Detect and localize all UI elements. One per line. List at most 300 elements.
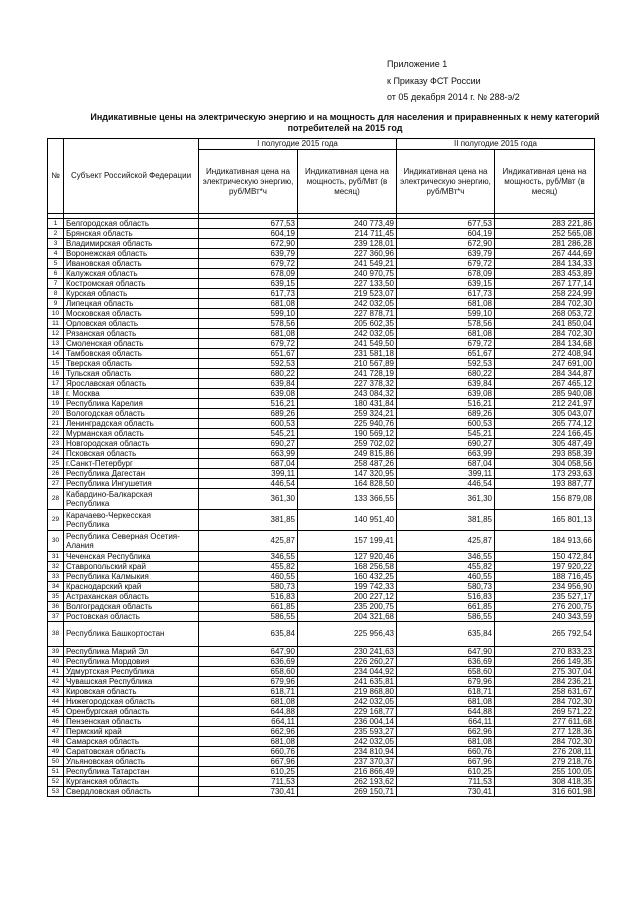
- power-price-h1: 242 032,05: [298, 737, 397, 747]
- row-number: 34: [48, 582, 64, 592]
- power-price-h1: 127 920,46: [298, 552, 397, 562]
- power-price-h2: 165 801,13: [495, 510, 595, 531]
- row-number: 21: [48, 419, 64, 429]
- row-number: 20: [48, 409, 64, 419]
- power-price-h1: 219 523,07: [298, 289, 397, 299]
- energy-price-h2: 663,99: [397, 449, 495, 459]
- power-price-h2: 284 702,30: [495, 299, 595, 309]
- table-row: [48, 479, 595, 489]
- power-price-h2: 305 487,49: [495, 439, 595, 449]
- energy-price-h1: 711,53: [199, 777, 298, 787]
- region-name: Владимирская область: [64, 239, 199, 249]
- table-row: [48, 622, 595, 647]
- region-name: Белгородская область: [64, 219, 199, 229]
- region-name: Пензенская область: [64, 717, 199, 727]
- energy-price-h1: 446,54: [199, 479, 298, 489]
- energy-price-h2: 660,76: [397, 747, 495, 757]
- energy-price-h1: 425,87: [199, 531, 298, 552]
- energy-price-h1: 677,53: [199, 219, 298, 229]
- region-name: Брянская область: [64, 229, 199, 239]
- energy-price-h1: 361,30: [199, 489, 298, 510]
- row-number: 3: [48, 239, 64, 249]
- energy-price-h2: 425,87: [397, 531, 495, 552]
- power-price-h1: 242 032,05: [298, 329, 397, 339]
- power-price-h1: 243 084,32: [298, 389, 397, 399]
- row-number: 27: [48, 479, 64, 489]
- power-price-h2: 284 702,30: [495, 697, 595, 707]
- row-number: 36: [48, 602, 64, 612]
- energy-price-h1: 592,53: [199, 359, 298, 369]
- region-name: Чеченская Республика: [64, 552, 199, 562]
- region-name: Липецкая область: [64, 299, 199, 309]
- energy-price-h2: 610,25: [397, 767, 495, 777]
- energy-price-h1: 672,90: [199, 239, 298, 249]
- power-price-h2: 284 134,68: [495, 339, 595, 349]
- table-row: [48, 727, 595, 737]
- power-price-h2: 276 200,75: [495, 602, 595, 612]
- power-price-h2: 279 218,76: [495, 757, 595, 767]
- power-price-h2: 284 702,30: [495, 737, 595, 747]
- region-name: Воронежская область: [64, 249, 199, 259]
- row-number: 47: [48, 727, 64, 737]
- table-row: [48, 757, 595, 767]
- power-price-h1: 180 431,84: [298, 399, 397, 409]
- power-price-h2: 173 293,63: [495, 469, 595, 479]
- power-price-h1: 235 593,27: [298, 727, 397, 737]
- document-title-line-1: Индикативные цены на электрическую энергию и на мощность для населения и приравненных к нему категорий: [90, 112, 600, 122]
- energy-price-h1: 681,08: [199, 299, 298, 309]
- power-price-h1: 249 815,86: [298, 449, 397, 459]
- energy-price-h2: 578,56: [397, 319, 495, 329]
- row-number: 51: [48, 767, 64, 777]
- power-price-h2: 272 408,94: [495, 349, 595, 359]
- row-number: 35: [48, 592, 64, 602]
- power-price-h2: 241 850,04: [495, 319, 595, 329]
- power-price-h2: 284 702,30: [495, 329, 595, 339]
- power-price-h1: 214 711,45: [298, 229, 397, 239]
- energy-price-h2: 446,54: [397, 479, 495, 489]
- energy-price-h1: 667,96: [199, 757, 298, 767]
- energy-price-h1: 687,04: [199, 459, 298, 469]
- energy-price-h2: 658,60: [397, 667, 495, 677]
- power-price-h1: 210 567,89: [298, 359, 397, 369]
- region-name: Вологодская область: [64, 409, 199, 419]
- power-price-h2: 258 631,67: [495, 687, 595, 697]
- power-price-h1: 147 320,95: [298, 469, 397, 479]
- power-price-h1: 234 810,94: [298, 747, 397, 757]
- row-number: 6: [48, 269, 64, 279]
- power-price-h2: 270 833,23: [495, 647, 595, 657]
- power-price-h2: 269 571,22: [495, 707, 595, 717]
- energy-price-h2: 680,22: [397, 369, 495, 379]
- energy-price-h2: 639,15: [397, 279, 495, 289]
- energy-price-h2: 580,73: [397, 582, 495, 592]
- energy-price-h2: 399,11: [397, 469, 495, 479]
- power-price-h1: 140 951,40: [298, 510, 397, 531]
- row-number: 19: [48, 399, 64, 409]
- energy-price-h2: 617,73: [397, 289, 495, 299]
- region-name: Республика Башкортостан: [64, 622, 199, 647]
- power-price-h1: 262 193,62: [298, 777, 397, 787]
- document-title: [40, 112, 640, 134]
- energy-price-h2: 455,82: [397, 562, 495, 572]
- energy-price-h2: 516,83: [397, 592, 495, 602]
- table-row: [48, 602, 595, 612]
- energy-price-h1: 460,55: [199, 572, 298, 582]
- table-row: [48, 419, 595, 429]
- row-number: 39: [48, 647, 64, 657]
- energy-price-h1: 636,69: [199, 657, 298, 667]
- table-row: [48, 249, 595, 259]
- energy-price-h2: 651,67: [397, 349, 495, 359]
- power-price-h2: 283 221,86: [495, 219, 595, 229]
- appendix-line-2: к Приказу ФСТ России: [387, 75, 481, 86]
- table-row: [48, 510, 595, 531]
- row-number: 18: [48, 389, 64, 399]
- energy-price-h2: 679,72: [397, 259, 495, 269]
- energy-price-h2: 662,96: [397, 727, 495, 737]
- energy-price-h1: 679,96: [199, 677, 298, 687]
- power-price-h1: 225 940,76: [298, 419, 397, 429]
- energy-price-h1: 516,83: [199, 592, 298, 602]
- energy-price-h1: 690,27: [199, 439, 298, 449]
- power-price-h2: 156 879,08: [495, 489, 595, 510]
- region-name: Ленинградская область: [64, 419, 199, 429]
- power-price-h2: 197 920,22: [495, 562, 595, 572]
- power-price-h2: 285 940,08: [495, 389, 595, 399]
- row-number: 10: [48, 309, 64, 319]
- power-price-h2: 188 716,45: [495, 572, 595, 582]
- power-price-h2: 212 241,97: [495, 399, 595, 409]
- row-number: 28: [48, 489, 64, 510]
- power-price-h2: 281 286,28: [495, 239, 595, 249]
- column-header-power-h2: Индикативная цена на мощность, руб/Мвт (в месяц): [495, 150, 595, 214]
- energy-price-h2: 681,08: [397, 697, 495, 707]
- table-row: [48, 767, 595, 777]
- table-row: [48, 737, 595, 747]
- row-number: 40: [48, 657, 64, 667]
- energy-price-h1: 604,19: [199, 229, 298, 239]
- document-title-line-2: потребителей на 2015 год: [287, 123, 403, 133]
- column-header-energy-h1: Индикативная цена на электрическую энергию, руб/МВт*ч: [199, 150, 298, 214]
- energy-price-h2: 664,11: [397, 717, 495, 727]
- row-number: 17: [48, 379, 64, 389]
- appendix-line-3: от 05 декабря 2014 г. № 288-э/2: [387, 92, 520, 102]
- row-number: 26: [48, 469, 64, 479]
- energy-price-h2: 730,41: [397, 787, 495, 797]
- power-price-h2: 258 224,99: [495, 289, 595, 299]
- energy-price-h2: 679,72: [397, 339, 495, 349]
- power-price-h1: 240 773,49: [298, 219, 397, 229]
- power-price-h1: 258 487,26: [298, 459, 397, 469]
- region-name: Ставропольский край: [64, 562, 199, 572]
- power-price-h1: 269 150,71: [298, 787, 397, 797]
- row-number: 8: [48, 289, 64, 299]
- table-row: [48, 269, 595, 279]
- table-row: [48, 582, 595, 592]
- power-price-h2: 235 527,17: [495, 592, 595, 602]
- energy-price-h2: 460,55: [397, 572, 495, 582]
- row-number: 2: [48, 229, 64, 239]
- energy-price-h1: 679,72: [199, 339, 298, 349]
- row-number: 38: [48, 622, 64, 647]
- power-price-h1: 204 321,68: [298, 612, 397, 622]
- energy-price-h1: 610,25: [199, 767, 298, 777]
- energy-price-h1: 639,15: [199, 279, 298, 289]
- region-name: Республика Калмыкия: [64, 572, 199, 582]
- region-name: Республика Татарстан: [64, 767, 199, 777]
- region-name: Калужская область: [64, 269, 199, 279]
- power-price-h1: 236 004,14: [298, 717, 397, 727]
- energy-price-h2: 618,71: [397, 687, 495, 697]
- energy-price-h2: 677,53: [397, 219, 495, 229]
- row-number: 30: [48, 531, 64, 552]
- power-price-h1: 190 569,12: [298, 429, 397, 439]
- row-number: 13: [48, 339, 64, 349]
- energy-price-h2: 681,08: [397, 329, 495, 339]
- power-price-h1: 229 168,77: [298, 707, 397, 717]
- power-price-h2: 150 472,84: [495, 552, 595, 562]
- power-price-h1: 234 044,92: [298, 667, 397, 677]
- region-name: Республика Марий Эл: [64, 647, 199, 657]
- energy-price-h1: 599,10: [199, 309, 298, 319]
- energy-price-h2: 678,09: [397, 269, 495, 279]
- region-name: Костромская область: [64, 279, 199, 289]
- power-price-h2: 267 444,69: [495, 249, 595, 259]
- region-name: Кировская область: [64, 687, 199, 697]
- power-price-h1: 242 032,05: [298, 299, 397, 309]
- energy-price-h1: 651,67: [199, 349, 298, 359]
- region-name: Курганская область: [64, 777, 199, 787]
- row-number: 43: [48, 687, 64, 697]
- row-number: 7: [48, 279, 64, 289]
- power-price-h2: 184 913,66: [495, 531, 595, 552]
- region-name: Пермский край: [64, 727, 199, 737]
- power-price-h2: 276 208,11: [495, 747, 595, 757]
- energy-price-h2: 599,10: [397, 309, 495, 319]
- region-name: Псковская область: [64, 449, 199, 459]
- column-header-subject: Субъект Российской Федерации: [64, 139, 199, 214]
- row-number: 52: [48, 777, 64, 787]
- power-price-h2: 268 053,72: [495, 309, 595, 319]
- table-row: [48, 787, 595, 797]
- energy-price-h2: 604,19: [397, 229, 495, 239]
- energy-price-h2: 679,96: [397, 677, 495, 687]
- power-price-h1: 164 828,50: [298, 479, 397, 489]
- power-price-h2: 265 774,12: [495, 419, 595, 429]
- energy-price-h1: 346,55: [199, 552, 298, 562]
- energy-price-h1: 679,72: [199, 259, 298, 269]
- power-price-h2: 305 043,07: [495, 409, 595, 419]
- table-row: [48, 369, 595, 379]
- energy-price-h2: 689,26: [397, 409, 495, 419]
- power-price-h1: 227 378,32: [298, 379, 397, 389]
- table-row: [48, 707, 595, 717]
- energy-price-h2: 681,08: [397, 737, 495, 747]
- row-number: 48: [48, 737, 64, 747]
- energy-price-h1: 730,41: [199, 787, 298, 797]
- region-name: Краснодарский край: [64, 582, 199, 592]
- energy-price-h1: 600,53: [199, 419, 298, 429]
- power-price-h2: 252 565,08: [495, 229, 595, 239]
- power-price-h2: 304 058,56: [495, 459, 595, 469]
- price-table: [47, 138, 595, 797]
- row-number: 42: [48, 677, 64, 687]
- energy-price-h2: 711,53: [397, 777, 495, 787]
- region-name: Тамбовская область: [64, 349, 199, 359]
- energy-price-h1: 662,96: [199, 727, 298, 737]
- table-row: [48, 459, 595, 469]
- power-price-h2: 283 453,89: [495, 269, 595, 279]
- power-price-h1: 227 878,71: [298, 309, 397, 319]
- region-name: Ярославская область: [64, 379, 199, 389]
- power-price-h1: 241 549,21: [298, 259, 397, 269]
- energy-price-h1: 381,85: [199, 510, 298, 531]
- power-price-h1: 241 728,19: [298, 369, 397, 379]
- energy-price-h1: 661,85: [199, 602, 298, 612]
- power-price-h1: 205 602,35: [298, 319, 397, 329]
- energy-price-h1: 647,90: [199, 647, 298, 657]
- energy-price-h2: 681,08: [397, 299, 495, 309]
- power-price-h1: 133 366,55: [298, 489, 397, 510]
- region-name: Астраханская область: [64, 592, 199, 602]
- power-price-h1: 235 200,75: [298, 602, 397, 612]
- power-price-h2: 255 100,05: [495, 767, 595, 777]
- energy-price-h2: 647,90: [397, 647, 495, 657]
- row-number: 44: [48, 697, 64, 707]
- row-number: 1: [48, 219, 64, 229]
- region-name: Волгоградская область: [64, 602, 199, 612]
- power-price-h2: 267 177,14: [495, 279, 595, 289]
- energy-price-h1: 399,11: [199, 469, 298, 479]
- energy-price-h2: 690,27: [397, 439, 495, 449]
- region-name: Орловская область: [64, 319, 199, 329]
- energy-price-h2: 586,55: [397, 612, 495, 622]
- row-number: 29: [48, 510, 64, 531]
- table-row: [48, 717, 595, 727]
- region-name: Ростовская область: [64, 612, 199, 622]
- energy-price-h1: 639,79: [199, 249, 298, 259]
- energy-price-h2: 672,90: [397, 239, 495, 249]
- power-price-h2: 316 601,98: [495, 787, 595, 797]
- power-price-h1: 230 241,63: [298, 647, 397, 657]
- region-name: Тульская область: [64, 369, 199, 379]
- energy-price-h1: 644,88: [199, 707, 298, 717]
- energy-price-h1: 578,56: [199, 319, 298, 329]
- energy-price-h2: 639,84: [397, 379, 495, 389]
- region-name: Ульяновская область: [64, 757, 199, 767]
- table-row: [48, 239, 595, 249]
- row-number: 46: [48, 717, 64, 727]
- energy-price-h2: 346,55: [397, 552, 495, 562]
- table-row: [48, 259, 595, 269]
- table-row: [48, 657, 595, 667]
- power-price-h2: 267 465,12: [495, 379, 595, 389]
- table-row: [48, 747, 595, 757]
- energy-price-h1: 681,08: [199, 737, 298, 747]
- row-number: 53: [48, 787, 64, 797]
- power-price-h1: 200 227,12: [298, 592, 397, 602]
- row-number: 24: [48, 449, 64, 459]
- price-table-body: [48, 219, 595, 797]
- column-header-power-h1: Индикативная цена на мощность, руб/Мвт (в месяц): [298, 150, 397, 214]
- power-price-h2: 224 166,45: [495, 429, 595, 439]
- power-price-h1: 160 432,25: [298, 572, 397, 582]
- row-number: 12: [48, 329, 64, 339]
- appendix-header: [387, 56, 520, 106]
- row-number: 50: [48, 757, 64, 767]
- energy-price-h2: 636,69: [397, 657, 495, 667]
- table-row: [48, 299, 595, 309]
- table-row: [48, 552, 595, 562]
- table-row: [48, 409, 595, 419]
- energy-price-h1: 639,08: [199, 389, 298, 399]
- region-name: Удмуртская Республика: [64, 667, 199, 677]
- energy-price-h2: 639,79: [397, 249, 495, 259]
- row-number: 23: [48, 439, 64, 449]
- power-price-h2: 284 236,21: [495, 677, 595, 687]
- region-name: Ивановская область: [64, 259, 199, 269]
- row-number: 25: [48, 459, 64, 469]
- region-name: Республика Дагестан: [64, 469, 199, 479]
- region-name: Нижегородская область: [64, 697, 199, 707]
- energy-price-h1: 545,21: [199, 429, 298, 439]
- power-price-h2: 277 128,36: [495, 727, 595, 737]
- power-price-h2: 266 149,35: [495, 657, 595, 667]
- energy-price-h1: 639,84: [199, 379, 298, 389]
- row-number: 45: [48, 707, 64, 717]
- region-name: Республика Ингушетия: [64, 479, 199, 489]
- region-name: Новгородская область: [64, 439, 199, 449]
- energy-price-h1: 580,73: [199, 582, 298, 592]
- energy-price-h1: 660,76: [199, 747, 298, 757]
- energy-price-h2: 600,53: [397, 419, 495, 429]
- power-price-h1: 237 370,37: [298, 757, 397, 767]
- power-price-h1: 219 868,80: [298, 687, 397, 697]
- energy-price-h2: 639,08: [397, 389, 495, 399]
- row-number: 32: [48, 562, 64, 572]
- energy-price-h2: 592,53: [397, 359, 495, 369]
- row-number: 15: [48, 359, 64, 369]
- table-row: [48, 572, 595, 582]
- power-price-h1: 226 260,27: [298, 657, 397, 667]
- power-price-h2: 193 887,77: [495, 479, 595, 489]
- power-price-h2: 265 792,54: [495, 622, 595, 647]
- energy-price-h1: 680,22: [199, 369, 298, 379]
- energy-price-h2: 661,85: [397, 602, 495, 612]
- energy-price-h1: 516,21: [199, 399, 298, 409]
- row-number: 14: [48, 349, 64, 359]
- region-name: Свердловская область: [64, 787, 199, 797]
- region-name: Мурманская область: [64, 429, 199, 439]
- power-price-h1: 199 742,33: [298, 582, 397, 592]
- table-row: [48, 612, 595, 622]
- power-price-h2: 284 344,87: [495, 369, 595, 379]
- table-row: [48, 319, 595, 329]
- region-name: Тверская область: [64, 359, 199, 369]
- table-row: [48, 289, 595, 299]
- table-row: [48, 592, 595, 602]
- energy-price-h2: 667,96: [397, 757, 495, 767]
- row-number: 16: [48, 369, 64, 379]
- table-row: [48, 667, 595, 677]
- table-row: [48, 562, 595, 572]
- power-price-h1: 239 128,01: [298, 239, 397, 249]
- energy-price-h1: 681,08: [199, 697, 298, 707]
- energy-price-h1: 678,09: [199, 269, 298, 279]
- power-price-h2: 293 858,39: [495, 449, 595, 459]
- region-name: Республика Карелия: [64, 399, 199, 409]
